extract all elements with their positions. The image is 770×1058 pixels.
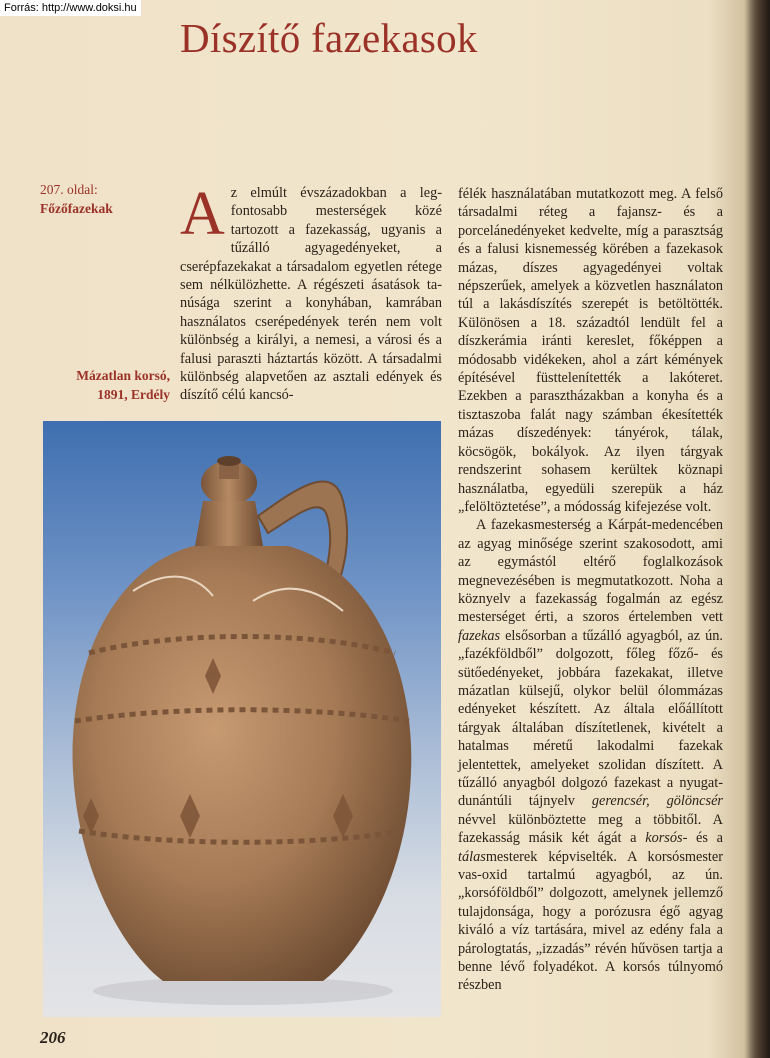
book-spine-shadow — [744, 0, 770, 1058]
photo-caption-line2: 1891, Erdély — [97, 387, 170, 402]
paragraph-1: félék használatában mutatkozott meg. A felső társadalmi réteg a fajansz- és a porcelánedényeket kedvelte, míg a parasztság és a falusi kisnemesség körében a fazekasok mázas, díszes agyagedényei voltak népszerűek, amelyek a közvetlen használaton túl a lakásdíszítés szerepét is betöltötték. Különösen a 18. századtól lendült fel a díszkerámia iránti kereslet, főképpen a módosabb vidékeken, ahol a zárt kémények építésével füsttelenítették a lakóteret. Ezekben a parasztházakban a konyha és a tisztaszoba falát nagy számban ékesítették mázas díszedények: tányérok, tálak, köcsögök, bokályok. Az ilyen tárgyak rendszerint sohasem kerültek köznapi használatba, egyedüli szerepük a ház „felöltöztetése”, a módosság kifejezése volt. — [458, 186, 723, 515]
photo-caption — [40, 366, 170, 404]
caption-page-ref: 207. oldal: — [40, 182, 98, 197]
intro-paragraph — [180, 180, 442, 405]
text-column-2 — [458, 185, 723, 995]
term-korsos: korsós — [645, 830, 683, 847]
source-label[interactable]: Forrás: http://www.doksi.hu — [0, 0, 141, 16]
photo-caption-line1: Mázatlan korsó, — [76, 368, 170, 383]
page-title: Díszítő fazekasok — [180, 15, 478, 61]
term-gerencser: gerencsér, gölöncsér — [591, 793, 723, 810]
text-column-1 — [180, 180, 442, 405]
jug-illustration — [43, 421, 441, 1017]
page-number: 206 — [40, 1028, 66, 1047]
paragraph-2: A fazekasmesterség a Kárpát-medencében az agyag minősége szerint szakosodott, ami az egymástól eltérő foglalkozások megnevezésében is megmutatkozott. Noha a köznyelv a fazekasság fogalmán az egész mesterséget érti, a szoros értelemben vett fazekas elsősorban a tűzálló agyagból, az ún. „fazékföldből” dolgozott, főleg főző- és sütőedényeket, jobbára fazekakat, illetve mázatlan külsejű, olykor belül ólommázas edényeket készített. Az általa előállított tárgyak általában díszítetlenek, kivételt a hatalmas méretű lakodalmi fazekak jelentettek, amelyeket szolidan díszített. A tűzálló anyagból dolgozó fazekast a nyugat-dunántúli tájnyelv gerencsér, gölöncsér névvel különböztette meg a többitől. A fazekasság másik két ágát a korsós- és a tálasmesterek képviselték. A korsósmester vas-oxid tartalmú agyagból, az ún. „korsóföldből” dolgozott, amelynek jellemző tulajdonsága, hogy a porózusra égő agyag kiváló a víz tartására, mivel az edény fala a párologtatás, „izzadás” révén hűvösen tartja a benne lévő folyadékot. A korsós túlnyomó részben — [458, 517, 723, 994]
term-fazekas: fazekas — [458, 627, 501, 644]
term-talas: tálas — [458, 848, 486, 865]
caption-subject: Főzőfazekak — [40, 201, 113, 216]
drop-cap: A — [180, 180, 225, 248]
caption-cross-reference — [40, 180, 170, 218]
jug-photo — [43, 421, 441, 1017]
column1-text: z elmúlt évszázadokban a legfontosabb mesterségek közé tartozott a fazekasság, ugyanis a tűzálló agyagedényeket, a cserépfazekakat a társadalom egyetlen rétege sem nélkülözhette. A régészeti ásatások tanúsága szerint a konyhában, kamrában használatos cserépedények terén nem volt különbség a királyi, a nemesi, a városi és a falusi paraszti háztartás között. A társadalmi különbség alapvetően az asztali edények és díszítő célú kancsó- — [180, 185, 442, 404]
